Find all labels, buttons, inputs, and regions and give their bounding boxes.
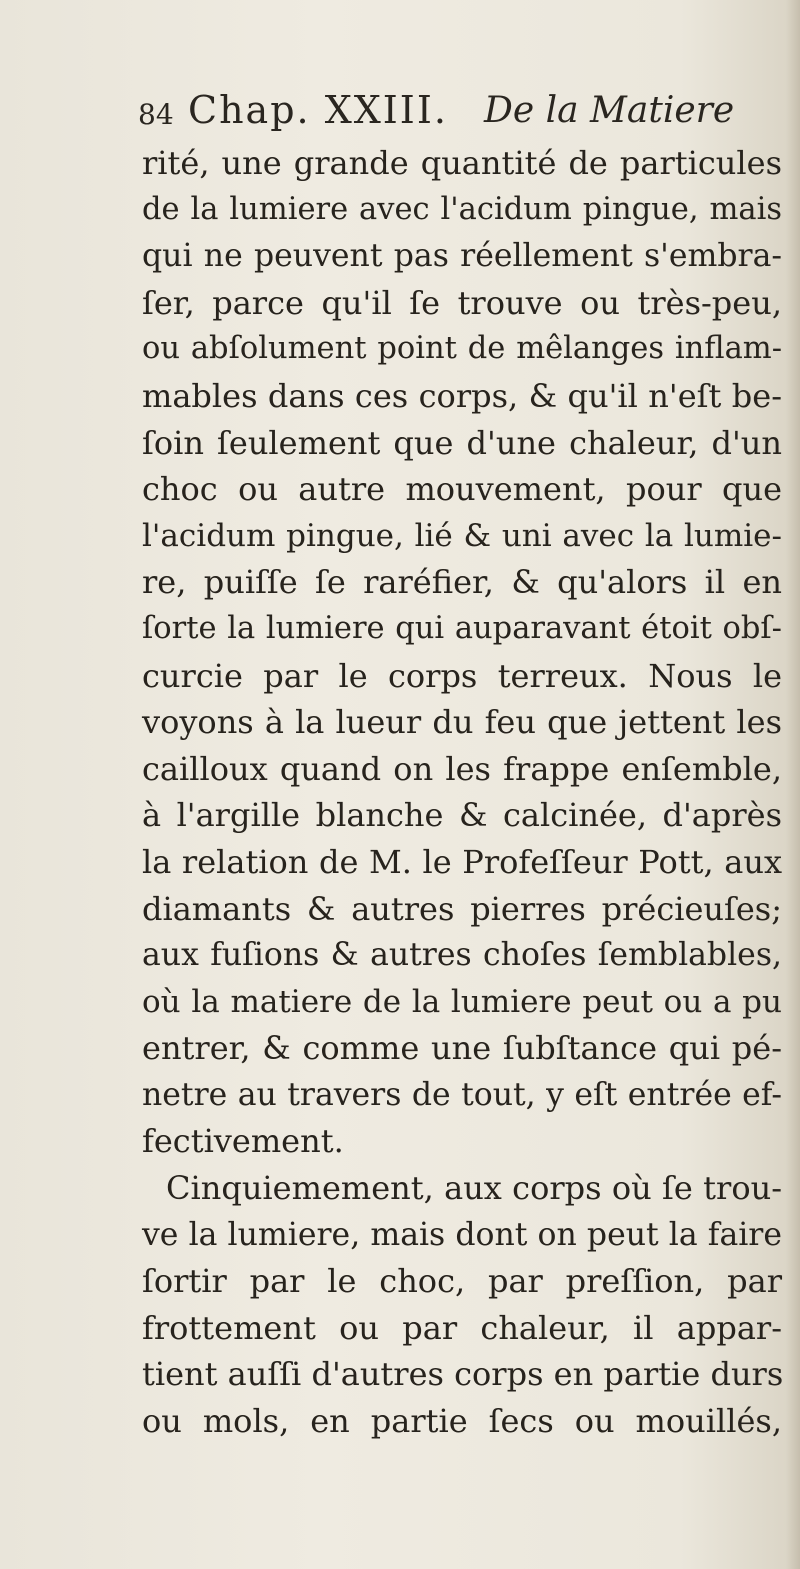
page-edge-shadow <box>786 0 800 1569</box>
text-line: diamants & autres pierres précieuſes; <box>142 889 782 928</box>
text-line: netre au travers de tout, y eſt entrée ef- <box>142 1076 782 1113</box>
chapter-label: Chap. XXIII. <box>188 88 448 132</box>
text-line: ſorte la lumiere qui auparavant étoit obſ- <box>142 610 782 646</box>
text-line: cailloux quand on les frappe enſemble, <box>142 749 782 788</box>
text-line: l'acidum pingue, lié & uni avec la lumie- <box>142 517 782 554</box>
text-line: qui ne peuvent pas réellement s'embra- <box>142 238 782 275</box>
text-line: choc ou autre mouvement, pour que <box>142 470 782 509</box>
text-line: à l'argille blanche & calcinée, d'après <box>142 796 782 835</box>
text-line: frottement ou par chaleur, il appar- <box>142 1308 782 1347</box>
running-head <box>138 88 778 148</box>
text-line: ou mols, en partie ſecs ou mouillés, <box>142 1402 782 1441</box>
text-line: aux fuſions & autres choſes ſemblables, <box>142 937 782 974</box>
text-line: ſoin ſeulement que d'une chaleur, d'un <box>142 423 782 462</box>
text-line: re, puiſſe ſe raréfier, & qu'alors il en <box>142 563 782 602</box>
text-line: entrer, & comme une ſubſtance qui pé- <box>142 1029 782 1068</box>
text-line: ſortir par le choc, par preſſion, par <box>142 1262 782 1301</box>
text-line: voyons à la lueur du feu que jettent les <box>142 703 782 742</box>
text-line: curcie par le corps terreux. Nous le <box>142 656 782 695</box>
text-line: mables dans ces corps, & qu'il n'eſt be- <box>142 376 782 415</box>
text-line: ve la lumiere, mais dont on peut la faire <box>142 1216 782 1253</box>
text-line: de la lumiere avec l'acidum pingue, mais <box>142 191 782 227</box>
page-number: 84 <box>138 98 174 131</box>
body-text <box>142 140 782 1445</box>
running-title: De la Matiere <box>484 90 735 131</box>
text-line: ou abſolument point de mêlanges inflam- <box>142 331 782 367</box>
text-line: tient auſſi d'autres corps en partie durs <box>142 1355 784 1394</box>
text-line: ſer, parce qu'il ſe trouve ou très-peu, <box>142 283 782 322</box>
text-line: fectivement. <box>142 1122 344 1161</box>
text-line: rité, une grande quantité de particules <box>142 144 782 182</box>
paragraph-start-line: Cinquiemement, aux corps où ſe trou- <box>166 1169 782 1208</box>
text-line: la relation de M. le Profeſſeur Pott, aux <box>142 842 782 881</box>
text-line: où la matiere de la lumiere peut ou a pu <box>142 983 782 1020</box>
